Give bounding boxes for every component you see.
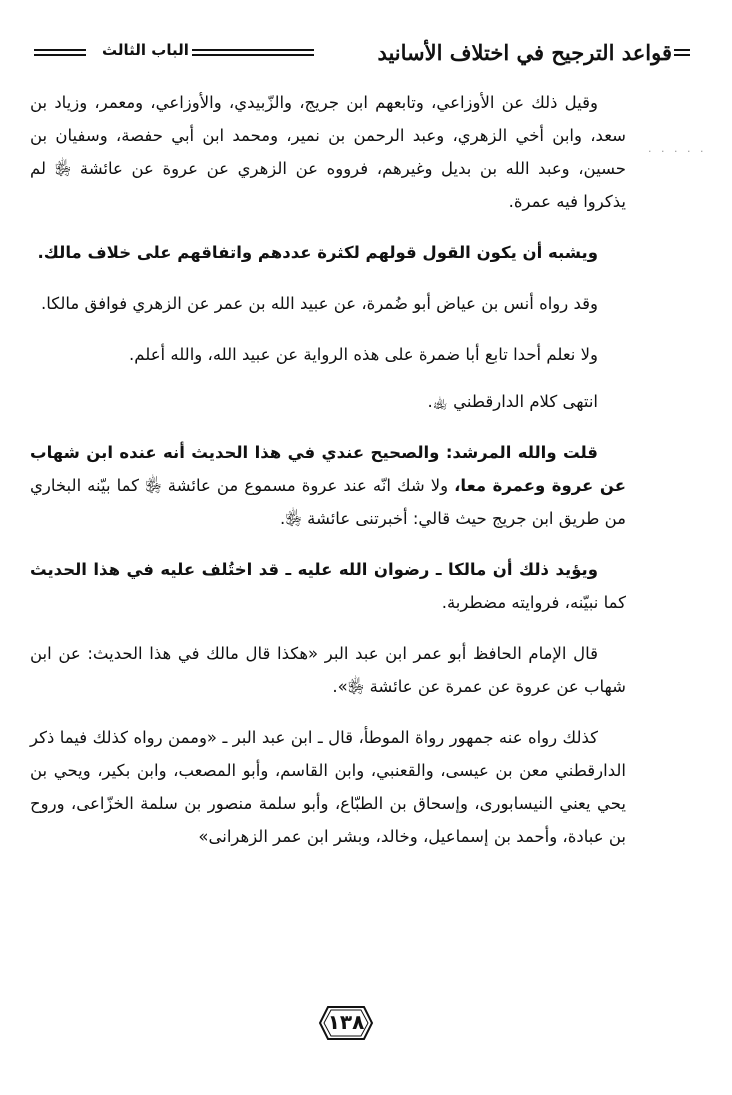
header-rule-right <box>674 49 690 56</box>
paragraph-7-rest: كما نبيّنه، فروايته مضطربة. <box>441 593 626 612</box>
header-rule-left <box>34 49 86 56</box>
page-body <box>30 86 626 871</box>
paragraph-1: وقيل ذلك عن الأوزاعي، وتابعهم ابن جريج، والزّبيدي، والأوزاعي، ومعمر، وزياد بن سعد، وابن أخي الزهري، وعبد الرحمن بن نمير، ومحمد ابن أبي حفصة، وسفيان بن حسين، وعبد الله بن بديل وغيرهم، فرووه عن الزهري عن عروة عن عائشة ﵂ لم يذكروا فيه عمرة. <box>30 93 626 211</box>
book-title: قواعد الترجيح في اختلاف الأسانيد <box>377 40 672 65</box>
paragraph-4: ولا نعلم أحدا تابع أبا ضمرة على هذه الرواية عن عبيد الله، والله أعلم. <box>129 345 598 364</box>
paragraph-6-lead: قلت والله المرشد: والصحيح عندي في هذا الحديث أنه عنده ابن شهاب عن عروة وعمرة معا، <box>30 443 626 495</box>
page-number-ornament <box>318 1003 374 1043</box>
paragraph-6-rest: ولا شك انّه عند عروة مسموع من عائشة ﵂ كما بيّنه البخاري من طريق ابن جريج حيث قالي: أخبرتنى عائشة ﵂. <box>30 476 626 528</box>
paragraph-5: انتهى كلام الدارقطني ﵀. <box>427 392 598 411</box>
paragraph-7 <box>30 553 626 619</box>
chapter-title: الباب الثالث <box>102 41 189 59</box>
paragraph-6 <box>30 436 626 535</box>
running-header <box>30 36 690 72</box>
header-rule-middle <box>192 49 314 56</box>
paragraph-7-lead: ويؤيد ذلك أن مالكا ـ رضوان الله عليه ـ قد اختُلف عليه في هذا الحديث <box>30 560 598 579</box>
paragraph-9: كذلك رواه عنه جمهور رواة الموطأ، قال ـ ابن عبد البر ـ «وممن رواه كذلك فيما ذكر الدارقطني معن بن عيسى، والقعنبي، وابن القاسم، وأبو المصعب، وابن بكير، ويحي بن يحي يعني النيسابورى، وإسحاق بن الطبّاع، وأبو سلمة منصور بن سلمة الخزّاعى، وروح بن عبادة، وأحمد بن إسماعيل، وخالد، وبشر ابن عمر الزهرانى» <box>30 728 626 846</box>
paragraph-3: وقد رواه أنس بن عياض أبو ضُمرة، عن عبيد الله بن عمر عن الزهري فوافق مالكا. <box>40 294 598 313</box>
page-number: ١٣٨ <box>327 1010 365 1034</box>
paragraph-2: ويشبه أن يكون القول قولهم لكثرة عددهم واتفاقهم على خلاف مالك. <box>37 243 598 262</box>
paragraph-8: قال الإمام الحافظ أبو عمر ابن عبد البر «هكذا قال مالك في هذا الحديث: عن ابن شهاب عن عروة عن عمرة عن عائشة ﵂». <box>30 644 626 696</box>
margin-mark: · · · · · <box>648 145 707 158</box>
